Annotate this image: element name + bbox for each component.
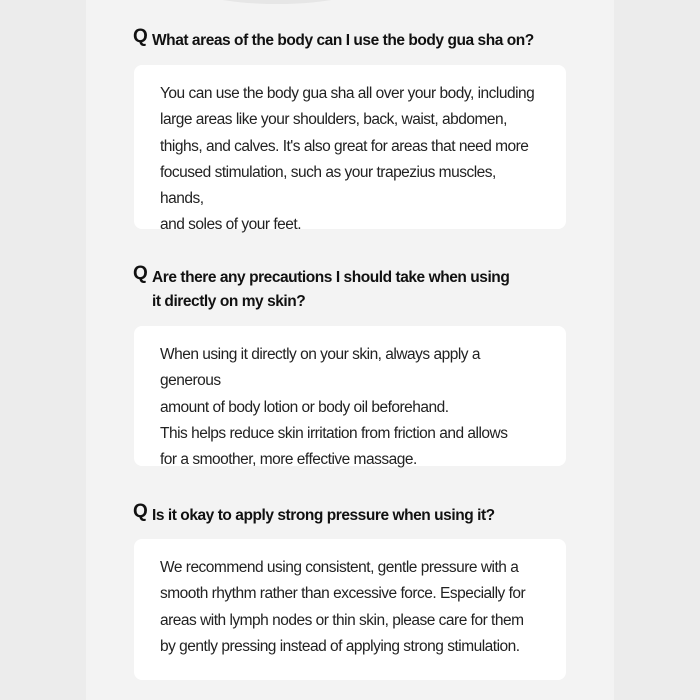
q-marker: Q — [133, 501, 148, 522]
faq-item-2 — [133, 263, 566, 469]
answer-card — [134, 326, 566, 469]
answer-text: You can use the body gua sha all over your body, including large areas like your shoulders, back, waist, abdomen, thighs, and calves. It's also great for areas that need more focused stimulation, such as your trapezius muscles, hands, and soles of your feet. — [160, 85, 535, 234]
faq-question — [133, 501, 566, 528]
question-text: Is it okay to apply strong pressure when using it? — [152, 507, 495, 524]
faq-question — [133, 263, 566, 314]
faq-question — [133, 26, 566, 53]
q-marker: Q — [133, 263, 148, 284]
answer-card — [134, 65, 566, 234]
answer-text: We recommend using consistent, gentle pressure with a smooth rhythm rather than excessive force. Especially for areas with lymph nodes or thin skin, please care for them by gently pressing instead of applying strong stimulation. — [160, 559, 526, 655]
answer-card — [134, 539, 566, 680]
faq-item-1 — [133, 26, 566, 234]
question-text: What areas of the body can I use the body gua sha on? — [152, 32, 534, 49]
answer-text: When using it directly on your skin, always apply a generous amount of body lotion or body oil beforehand. This helps reduce skin irritation from friction and allows for a smoother, more effective massage. — [160, 346, 508, 469]
q-marker: Q — [133, 26, 148, 47]
faq-item-3 — [133, 501, 566, 655]
question-text: Are there any precautions I should take when using it directly on my skin? — [152, 269, 510, 310]
